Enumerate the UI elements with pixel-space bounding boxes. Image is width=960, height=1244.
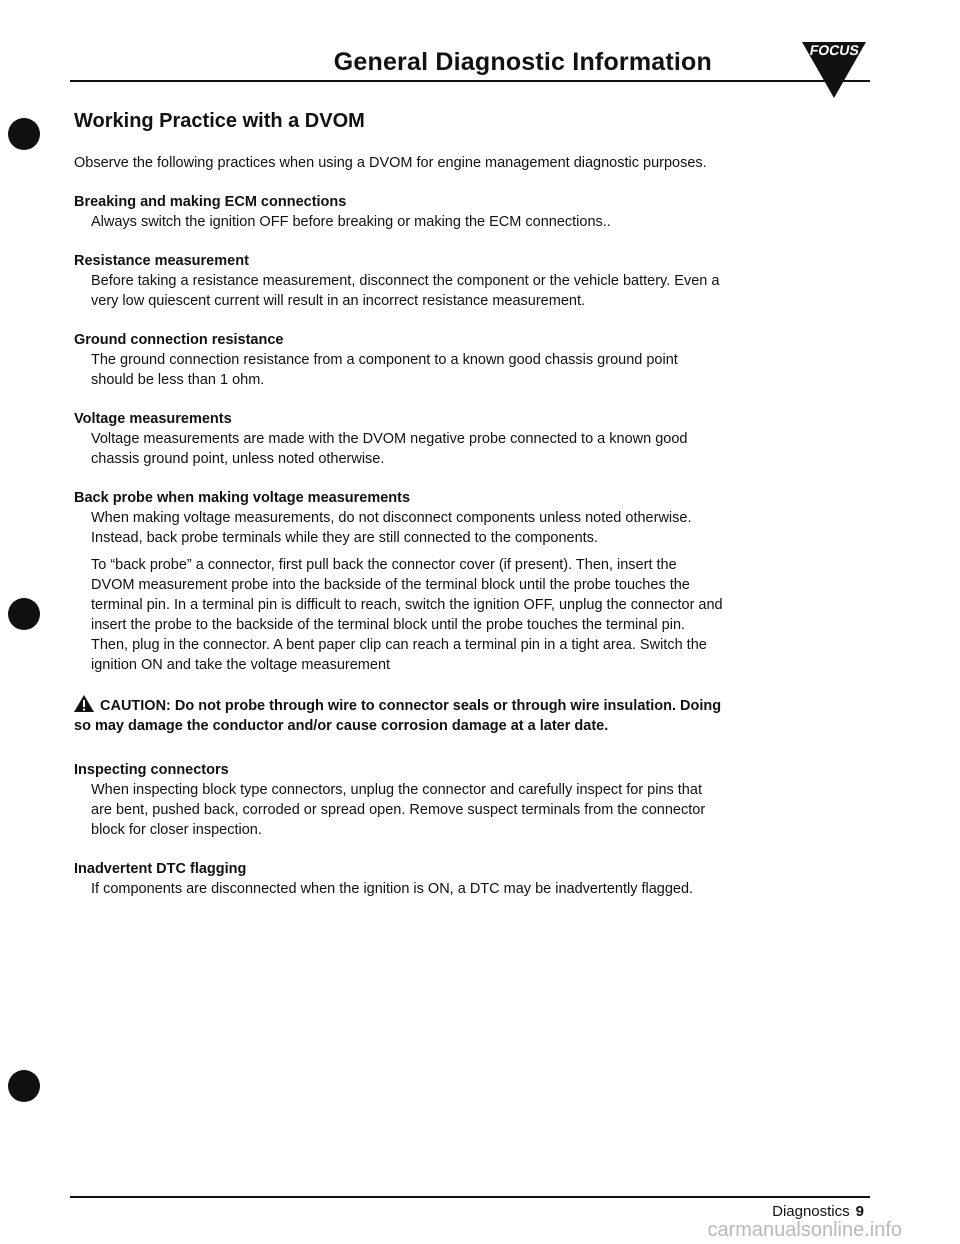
page-number: 9 — [855, 1203, 864, 1220]
section-paragraph: When making voltage measurements, do not disconnect components unless noted otherwise. Instead, back probe terminals while they are still connected to the components. — [91, 510, 692, 546]
section-paragraph: Voltage measurements are made with the DVOM negative probe connected to a known good chassis ground point, unless noted otherwise. — [91, 431, 688, 467]
warning-icon — [74, 695, 94, 712]
page-header-title: General Diagnostic Information — [333, 48, 712, 76]
section-paragraph: If components are disconnected when the ignition is ON, a DTC may be inadvertently flagged. — [91, 881, 694, 897]
section-title: Inspecting connectors — [74, 762, 229, 778]
section-title: Ground connection resistance — [74, 332, 284, 348]
punch-hole — [8, 1070, 40, 1102]
header-rule — [70, 80, 870, 82]
intro-text: Observe the following practices when using a DVOM for engine management diagnostic purposes. — [74, 155, 707, 171]
punch-hole — [8, 118, 40, 150]
section-paragraph: Before taking a resistance measurement, disconnect the component or the vehicle battery. Even a very low quiescent current will result in an incorrect resistance measurement. — [91, 273, 720, 309]
section-heading: Working Practice with a DVOM — [74, 110, 365, 132]
footer-label: Diagnostics — [772, 1203, 850, 1220]
focus-logo-text: FOCUS — [808, 42, 861, 58]
punch-hole — [8, 598, 40, 630]
section-back-probe — [74, 488, 724, 675]
section-dtc-flagging — [74, 859, 724, 899]
section-resistance-measurement — [74, 251, 724, 311]
focus-logo — [790, 40, 870, 100]
section-paragraph: Always switch the ignition OFF before breaking or making the ECM connections.. — [91, 214, 611, 230]
page-footer — [772, 1203, 864, 1220]
section-title: Resistance measurement — [74, 253, 249, 269]
watermark: carmanualsonline.info — [707, 1219, 902, 1241]
section-title: Breaking and making ECM connections — [74, 194, 347, 210]
section-paragraph: The ground connection resistance from a component to a known good chassis ground point should be less than 1 ohm. — [91, 352, 678, 388]
section-paragraph: When inspecting block type connectors, unplug the connector and carefully inspect for pins that are bent, pushed back, corroded or spread open. Remove suspect terminals from the connector block for closer inspection. — [91, 782, 706, 838]
caution-note — [74, 695, 724, 736]
section-breaking-connections — [74, 192, 724, 232]
section-paragraph: To “back probe” a connector, first pull back the connector cover (if present). Then, insert the DVOM measurement probe into the backside of the terminal block until the probe touches the terminal pin. In a terminal pin is difficult to reach, switch the ignition OFF, unplug the connector and insert the probe to the backside of the terminal block until the probe touches the terminal pin. Then, plug in the connector. A bent paper clip can reach a terminal pin in a tight area. Switch the ignition ON and take the voltage measurement — [91, 557, 723, 673]
section-title: Voltage measurements — [74, 411, 232, 427]
section-title: Back probe when making voltage measurements — [74, 490, 411, 506]
section-voltage-measurements — [74, 409, 724, 469]
footer-rule — [70, 1196, 870, 1198]
section-ground-connection — [74, 330, 724, 390]
section-inspecting-connectors — [74, 760, 724, 840]
caution-text: CAUTION: Do not probe through wire to connector seals or through wire insulation. Doing so may damage the conductor and/or cause corrosion damage at a later date. — [74, 698, 722, 734]
section-title: Inadvertent DTC flagging — [74, 861, 247, 877]
main-content — [74, 110, 724, 918]
